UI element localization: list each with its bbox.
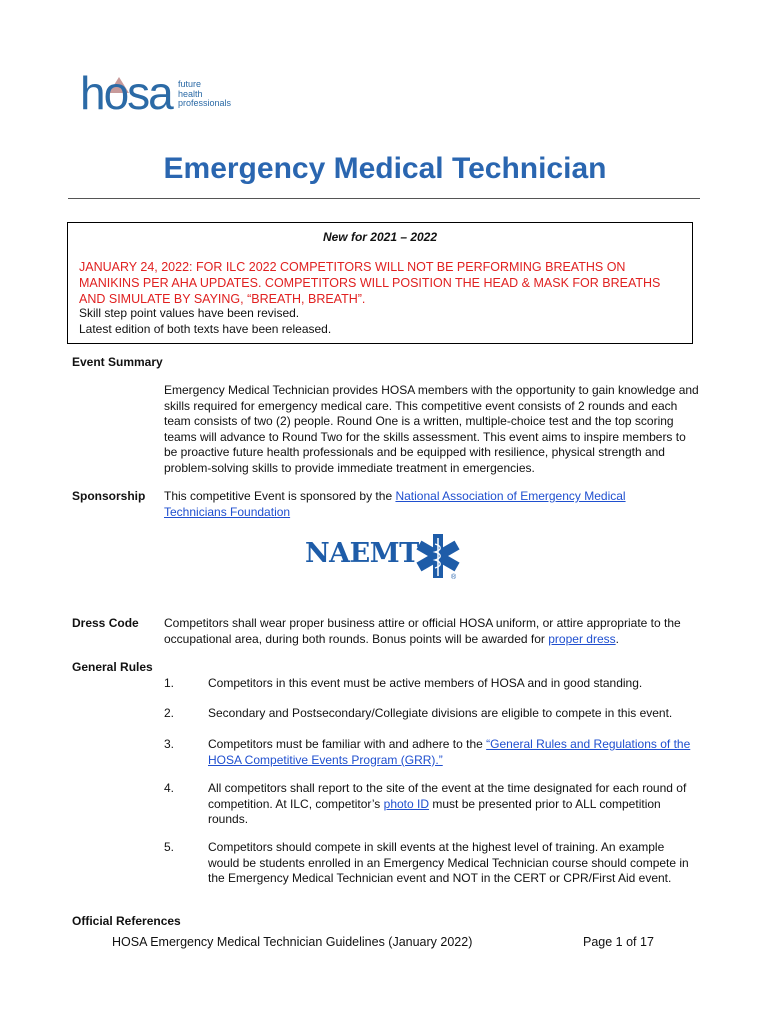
rule-number: 4.: [164, 781, 175, 795]
page-title: Emergency Medical Technician: [163, 152, 607, 185]
photo-id-link[interactable]: photo ID: [383, 796, 430, 811]
rule-sentence-end: must be presented prior to ALL competition rounds.: [208, 796, 661, 826]
rule-sentence: All competitors shall report to the site of the event at the time designated for each round of competition. At ILC, competitor’s: [208, 781, 687, 811]
general-rules-heading: General Rules: [72, 660, 153, 674]
page-number: Page 1 of 17: [583, 935, 654, 949]
dress-code-text: [164, 616, 694, 647]
sponsorship-sentence: This competitive Event is sponsored by the: [164, 489, 396, 503]
sponsorship-heading: Sponsorship: [72, 489, 146, 503]
rule-number: 5.: [164, 840, 175, 854]
dress-code-period: .: [615, 631, 619, 646]
notice-line: Skill step point values have been revised.: [79, 306, 300, 320]
title-divider: [68, 198, 700, 199]
rule-number: 3.: [164, 737, 175, 751]
notice-warning: JANUARY 24, 2022: FOR ILC 2022 COMPETITORS WILL NOT BE PERFORMING BREATHS ON MANIKINS PER AHA UPDATES. COMPETITORS WILL POSITION THE HEAD & MASK FOR BREATHS AND SIMULATE BY SAYING, “BREATH, BREATH”.: [79, 260, 661, 306]
rule-text: Competitors in this event must be active members of HOSA and in good standing.: [208, 676, 643, 690]
rule-text: Secondary and Postsecondary/Collegiate divisions are eligible to compete in this event.: [208, 706, 673, 720]
event-summary-text: Emergency Medical Technician provides HOSA members with the opportunity to gain knowledge and skills required for emergency medical care. This competitive event consists of 2 rounds and each team consists of two (2) people. Round One is a written, multiple-choice test and the top scoring teams will advance to Round Two for the skills assessment. This event aims to inspire members to be proactive future health professionals and be equipped with resilience, physical strength and problem-solving skills to provide immediate treatment in emergencies.: [164, 383, 699, 475]
registered-mark: ®: [451, 574, 457, 581]
footer-title: HOSA Emergency Medical Technician Guidelines (January 2022): [112, 935, 473, 949]
notice-line: Latest edition of both texts have been released.: [79, 322, 332, 336]
rule-number: 2.: [164, 706, 175, 720]
official-references-heading: Official References: [72, 914, 181, 928]
rule-sentence: Competitors must be familiar with and adhere to the: [208, 737, 487, 751]
dress-code-heading: Dress Code: [72, 616, 139, 630]
rule-number: 1.: [164, 676, 175, 690]
naemt-foundation-link[interactable]: National Association of Emergency Medical Technicians Foundation: [164, 489, 626, 519]
rule-text: [208, 737, 698, 768]
logo-tagline-line: health: [178, 88, 203, 99]
rule-text: Competitors should compete in skill events at the highest level of training. An example would be students enrolled in an Emergency Medical Technician course should compete in the Emergency Medical Technician event and NOT in the CERT or CPR/First Aid event.: [208, 840, 689, 885]
logo-tagline: [178, 80, 238, 109]
logo-tagline-line: professionals: [178, 98, 232, 108]
dress-code-sentence: Competitors shall wear proper business attire or official HOSA uniform, or attire appropriate to the occupational area, during both rounds. Bonus points will be awarded for: [164, 616, 681, 646]
event-summary-heading: Event Summary: [72, 355, 163, 369]
grr-link[interactable]: “General Rules and Regulations of the HOSA Competitive Events Program (GRR).”: [208, 737, 691, 767]
rule-text: [208, 781, 698, 828]
sponsorship-text: [164, 489, 664, 520]
update-notice-box: [67, 222, 693, 344]
logo-tagline-line: future: [178, 79, 202, 89]
naemt-logo: [305, 530, 465, 586]
notice-heading: New for 2021 – 2022: [322, 230, 438, 244]
hosa-logo: [80, 67, 240, 124]
naemt-logo-word: NAEMT: [305, 538, 419, 569]
proper-dress-link[interactable]: proper dress: [548, 631, 616, 646]
logo-word: hosa: [80, 67, 172, 119]
